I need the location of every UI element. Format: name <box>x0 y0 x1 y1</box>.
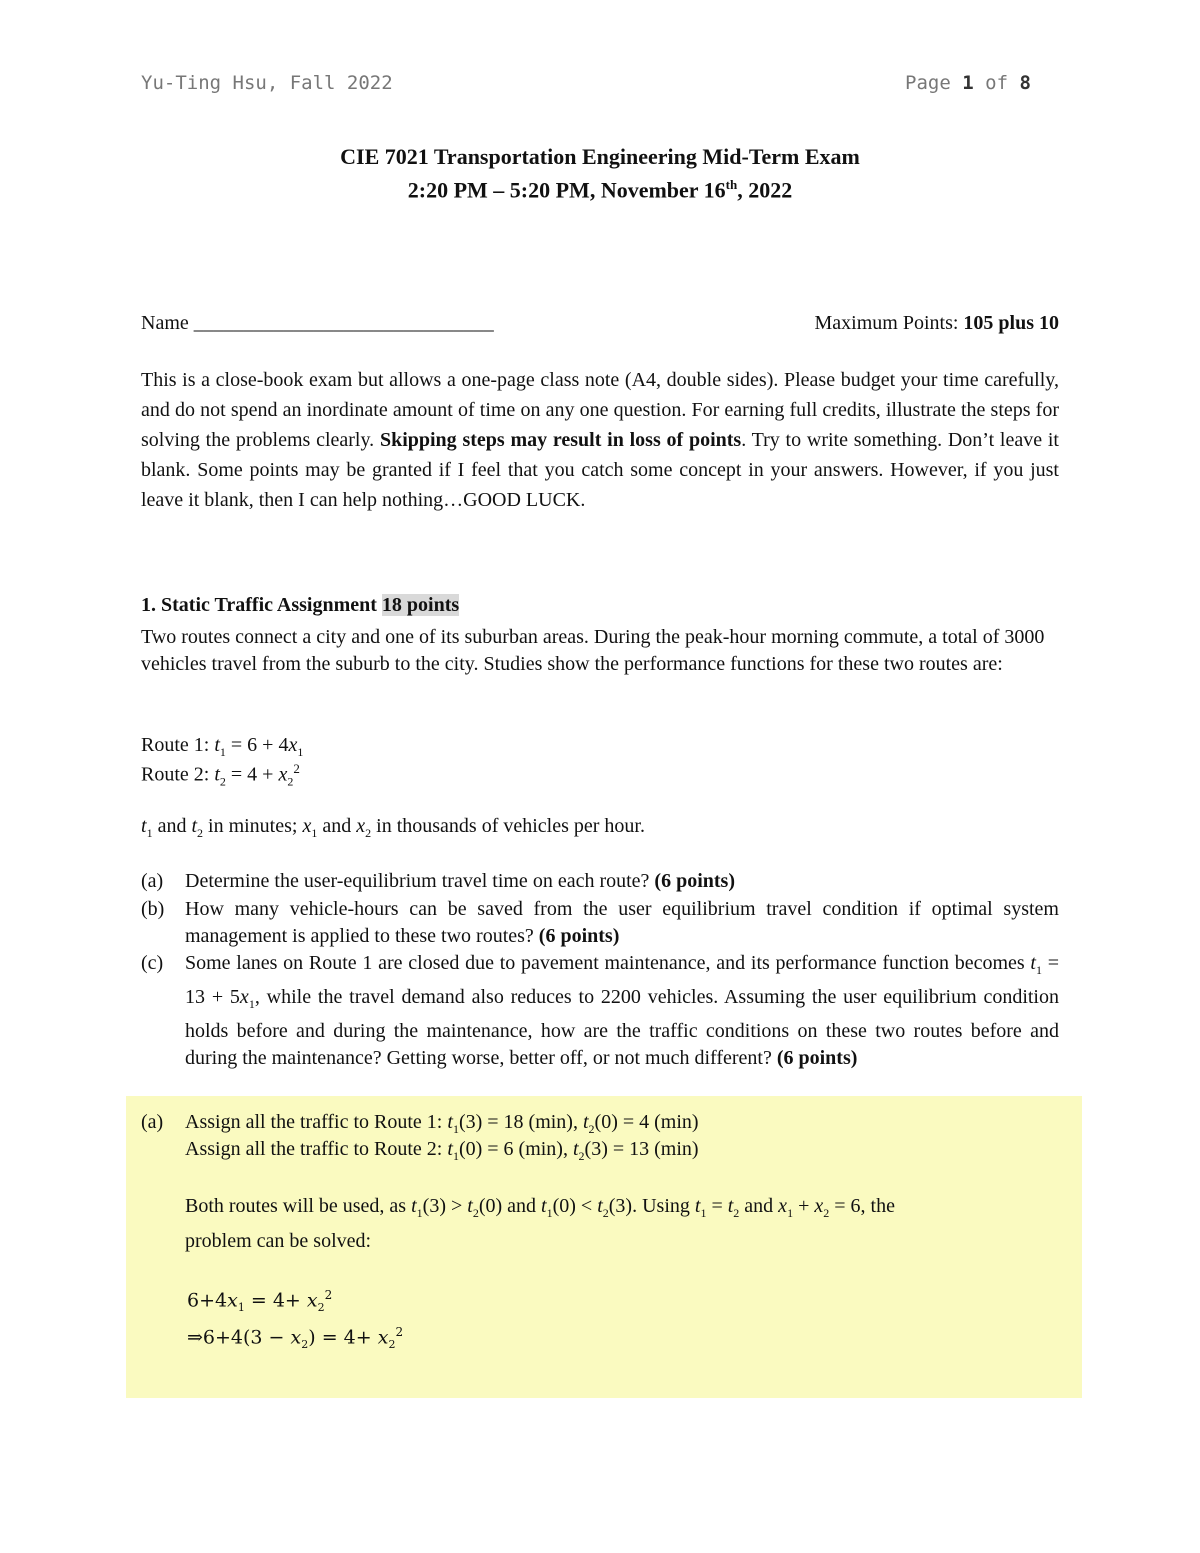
name-label: Name <box>141 312 189 334</box>
answer-line-3: Both routes will be used, as $t_1(3) > t_2(0)$ and $t_1(0) < t_2(3)$. Using $t_1 = t_2$ and $x_1 + x_2 = 6$, the <box>185 1195 895 1220</box>
route2-function: Route 2: $t_2 = 4 + x_2^2$ <box>141 761 300 789</box>
answer-label: (a) <box>141 1111 164 1133</box>
instructions-bold: Skipping steps may result in loss of points <box>379 429 742 451</box>
q1-title: 1. Static Traffic Assignment 18 points <box>141 594 460 616</box>
exam-time-text: 2:20 PM – 5:20 PM, November 16 <box>407 177 726 203</box>
ordinal-suffix: th <box>725 177 738 192</box>
header-page-number <box>905 72 1031 94</box>
q1-part-b: (b) How many vehicle-hours can be saved from the user equilibrium travel condition if optimal system management is applied to these two routes? (6 points) <box>141 898 1059 947</box>
answer-line-2: Assign all the traffic to Route 2: $t_1(0) = 6$ (min), $t_2(3) = 13$ (min) <box>185 1138 699 1163</box>
instructions: This is a close-book exam but allows a one-page class note (A4, double sides). Please budget your time carefully, and do not spend an inordinate amount of time on any one question. For earning full credits, illustrate the steps for solving the problems clearly. Skipping steps may result in loss of points. Try to write something. Don’t leave it blank. Some points may be granted if I feel that you catch some concept in your answers. However, if you just leave it blank, then I can help nothing…GOOD LUCK. <box>141 369 1059 511</box>
answer-line-1: Assign all the traffic to Route 1: $t_1(3) = 18$ (min), $t_2(0) = 4$ (min) <box>185 1111 699 1136</box>
q1-points: 18 points <box>381 594 460 616</box>
page-total: 8 <box>1019 72 1031 94</box>
max-points <box>815 312 1060 335</box>
page-label: Page <box>905 72 951 94</box>
name-field <box>141 312 494 335</box>
max-points-value: 105 plus 10 <box>963 312 1059 334</box>
answer-line-4: problem can be solved: <box>185 1230 372 1252</box>
exam-year: , 2022 <box>737 177 793 203</box>
page-of: of <box>985 72 1009 94</box>
name-blank: ______________________________ <box>193 312 494 334</box>
page-num: 1 <box>962 72 974 94</box>
max-points-label: Maximum Points: <box>814 312 964 334</box>
route1-function: Route 1: $t_1 = 6 + 4x_1$ <box>141 734 304 759</box>
answer-equation-1: $6+4x_1 = 4+ x_2^2$ <box>187 1288 333 1315</box>
q1-part-a: (a) Determine the user-equilibrium travel time on each route? (6 points) <box>141 870 735 892</box>
author-term: Yu-Ting Hsu, Fall 2022 <box>141 72 393 94</box>
header-author <box>141 72 393 94</box>
units-note: $t_1$ and $t_2$ in minutes; $x_1$ and $x_2$ in thousands of vehicles per hour. <box>141 815 645 840</box>
exam-title: CIE 7021 Transportation Engineering Mid-Term Exam <box>340 144 860 169</box>
q1-part-c: (c) Some lanes on Route 1 are closed due to pavement maintenance, and its performance function becomes $t_1 = 13 + 5x_1$, while the travel demand also reduces to 2200 vehicles. Assuming the user equilibrium condition holds before and during the maintenance, how are the traffic conditions on these two routes before and during the maintenance? Getting worse, better off, or not much different? (6 points) <box>141 952 1060 1069</box>
q1-intro: Two routes connect a city and one of its suburban areas. During the peak-hour morning commute, a total of 3000 vehicles travel from the suburb to the city. Studies show the performance functions for these two routes are: <box>141 626 1045 675</box>
exam-time <box>0 177 1200 203</box>
answer-equation-2: ⇒6+4(3 − $x_2) = 4+ x_2^2$ <box>187 1325 404 1352</box>
